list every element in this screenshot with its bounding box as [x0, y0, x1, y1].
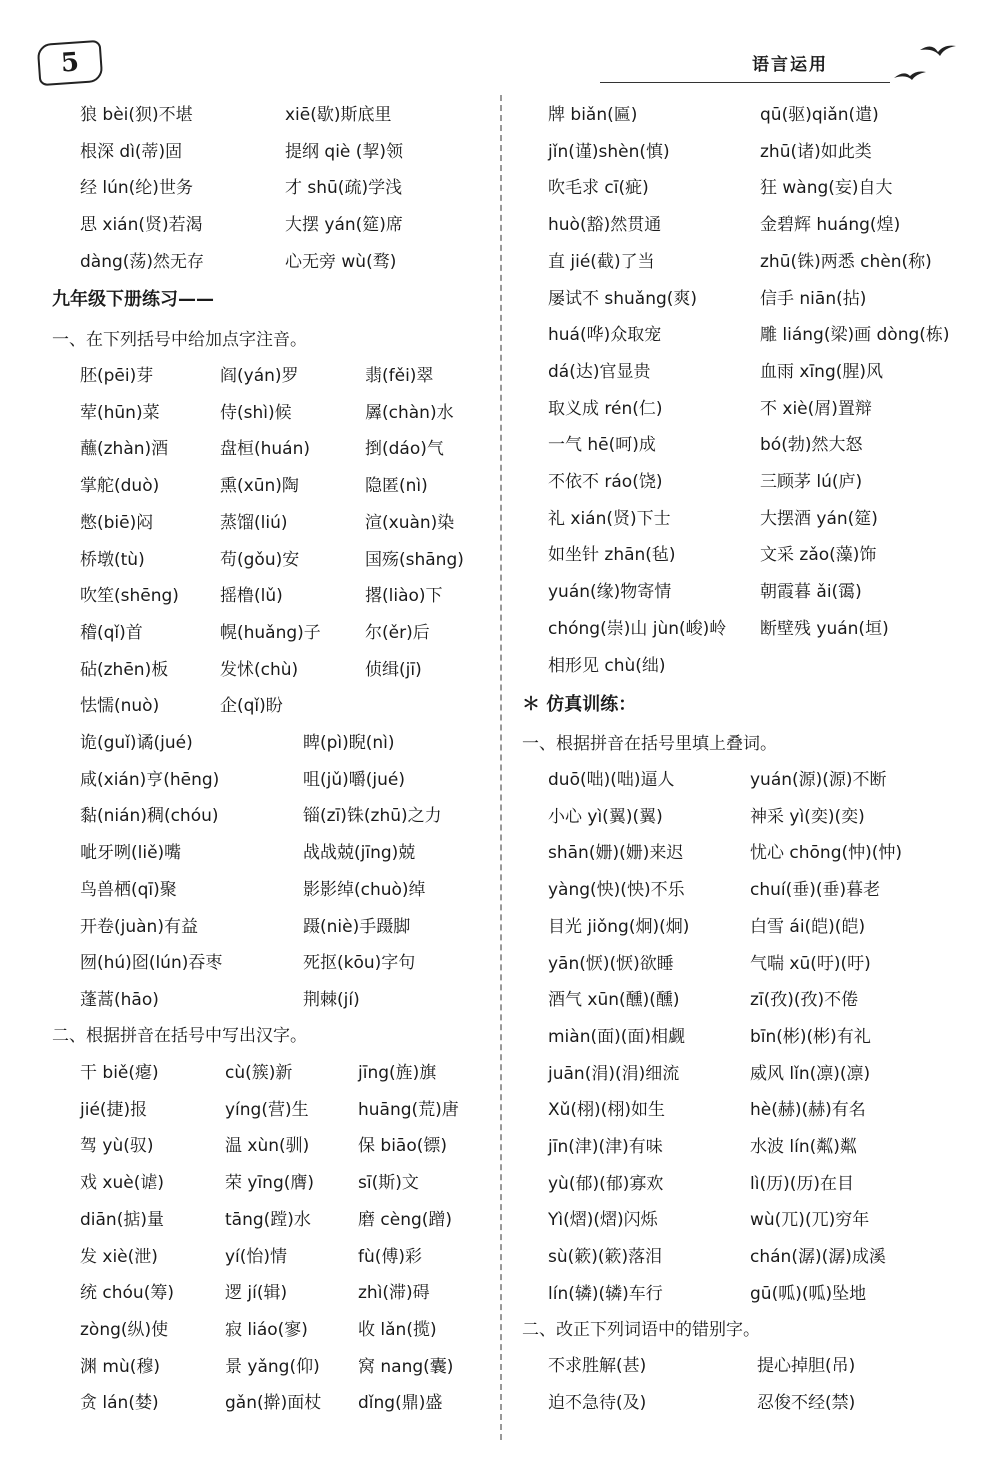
- instruction-text: 二、根据拼音在括号中写出汉字。: [52, 1026, 307, 1046]
- exercise-item: yíng(营)生: [225, 1099, 309, 1120]
- exercise-item: 不依不 ráo(饶): [548, 472, 663, 492]
- exercise-item: 屡试不 shuǎng(爽): [548, 288, 698, 309]
- exercise-item: 睥(pì)睨(nì): [303, 733, 395, 753]
- instruction-text: 一、根据拼音在括号里填上叠词。: [522, 734, 777, 754]
- exercise-item: 收 lǎn(揽): [358, 1319, 437, 1340]
- exercise-item: dǐng(鼎)盛: [358, 1393, 443, 1414]
- exercise-item: zhì(滞)碍: [358, 1283, 430, 1304]
- instruction-text: 二、改正下列词语中的错别字。: [522, 1320, 760, 1340]
- exercise-item: qū(驱)qiǎn(遣): [760, 105, 879, 125]
- exercise-item: hè(赫)(赫)有名: [750, 1100, 866, 1121]
- exercise-item: yàng(怏)(怏)不乐: [548, 880, 685, 901]
- exercise-item: 断壁残 yuán(垣): [760, 618, 889, 639]
- exercise-item: 驾 yù(驭): [80, 1136, 154, 1157]
- exercise-item: 礼 xián(贤)下士: [548, 508, 671, 529]
- exercise-item: 狼 bèi(狈)不堪: [80, 105, 193, 125]
- exercise-item: 寂 liáo(寥): [225, 1319, 308, 1340]
- exercise-item: 思 xián(贤)若渴: [80, 215, 203, 236]
- exercise-item: 大摆 yán(筵)席: [285, 215, 403, 236]
- exercise-item: 提纲 qiè (挈)领: [285, 141, 404, 162]
- exercise-item: 黏(nián)稠(chóu): [80, 806, 219, 827]
- column-divider: [500, 95, 502, 1440]
- exercise-item: 牌 biǎn(匾): [548, 105, 638, 125]
- exercise-item: 盘桓(huán): [220, 439, 311, 460]
- exercise-item: 蘸(zhàn)酒: [80, 439, 169, 460]
- exercise-item: 摇橹(lǔ): [220, 586, 283, 607]
- exercise-item: fù(傅)彩: [358, 1246, 423, 1267]
- exercise-item: 捯(dáo)气: [365, 439, 444, 460]
- exercise-item: 咸(xián)亨(hēng): [80, 769, 220, 790]
- exercise-item: miàn(面)(面)相觑: [548, 1026, 686, 1047]
- exercise-item: 迫不急待(及): [548, 1392, 647, 1413]
- exercise-item: 提心掉胆(吊): [757, 1356, 856, 1376]
- exercise-item: huò(豁)然贯通: [548, 215, 662, 236]
- exercise-item: 朝霞暮 ǎi(霭): [760, 582, 862, 603]
- exercise-item: 死抠(kōu)字句: [303, 953, 416, 974]
- exercise-item: 国殇(shāng): [365, 549, 464, 570]
- exercise-item: 小心 yì(翼)(翼): [548, 806, 663, 827]
- exercise-item: 隐匿(nì): [365, 476, 428, 497]
- exercise-item: sī(斯)文: [358, 1173, 419, 1194]
- exercise-item: zòng(纵)使: [80, 1319, 169, 1340]
- exercise-item: dá(达)官显贵: [548, 361, 651, 382]
- exercise-item: 影影绰(chuò)绰: [303, 879, 426, 900]
- exercise-item: 企(qǐ)盼: [220, 696, 283, 717]
- exercise-item: 忧心 chōng(忡)(忡): [750, 843, 903, 864]
- exercise-item: 熏(xūn)陶: [220, 476, 299, 497]
- exercise-item: 蹑(niè)手蹑脚: [303, 916, 411, 937]
- exercise-item: 咀(jǔ)嚼(jué): [303, 769, 405, 790]
- exercise-item: 如坐针 zhān(毡): [548, 545, 676, 566]
- exercise-item: chán(潺)(潺)成溪: [750, 1247, 886, 1268]
- exercise-item: jié(捷)报: [80, 1099, 148, 1120]
- exercise-item: jǐn(谨)shèn(慎): [548, 141, 670, 162]
- exercise-item: 威风 lǐn(凛)(凛): [750, 1063, 871, 1084]
- exercise-item: 逻 jí(辑): [225, 1283, 288, 1304]
- exercise-item: 蒸馏(liú): [220, 512, 288, 533]
- exercise-item: 吹毛求 cī(疵): [548, 178, 649, 199]
- exercise-item: 掌舵(duò): [80, 476, 160, 497]
- exercise-item: bó(勃)然大怒: [760, 435, 863, 456]
- exercise-item: 相形见 chù(绌): [548, 655, 666, 676]
- exercise-item: Xǔ(栩)(栩)如生: [548, 1100, 665, 1121]
- exercise-item: 砧(zhēn)板: [80, 659, 169, 680]
- exercise-item: 保 biāo(镖): [358, 1136, 448, 1157]
- exercise-item: Yì(熠)(熠)闪烁: [548, 1210, 658, 1231]
- exercise-item: huá(哗)众取宠: [548, 325, 662, 346]
- exercise-item: 战战兢(jīng)兢: [303, 843, 416, 864]
- exercise-item: 稽(qǐ)首: [80, 622, 143, 643]
- exercise-item: 侍(shì)候: [220, 402, 292, 423]
- exercise-item: 诡(guǐ)谲(jué): [80, 733, 193, 753]
- exercise-item: 不求胜解(甚): [548, 1356, 647, 1376]
- simulation-title: ＊ 仿真训练：: [522, 694, 637, 715]
- exercise-item: 开卷(juàn)有益: [80, 916, 198, 937]
- exercise-item: 神采 yì(奕)(奕): [750, 806, 865, 827]
- exercise-item: 大摆酒 yán(筵): [760, 508, 878, 529]
- exercise-item: yuán(源)(源)不断: [750, 770, 887, 790]
- exercise-item: bīn(彬)(彬)有礼: [750, 1026, 871, 1047]
- exercise-item: 水波 lín(粼)粼: [750, 1137, 857, 1157]
- exercise-item: juān(涓)(涓)细流: [548, 1063, 680, 1084]
- exercise-item: 气喘 xū(吁)(吁): [750, 953, 871, 974]
- exercise-item: 阎(yán)罗: [220, 366, 299, 386]
- exercise-item: 憋(biē)闷: [80, 512, 154, 533]
- exercise-item: cù(簇)新: [225, 1063, 293, 1083]
- exercise-item: jīn(津)(津)有味: [548, 1137, 663, 1157]
- exercise-item: 贪 lán(婪): [80, 1393, 159, 1414]
- exercise-item: chóng(崇)山 jùn(峻)岭: [548, 618, 727, 639]
- exercise-item: 白雪 ái(皑)(皑): [750, 916, 866, 937]
- exercise-item: 才 shū(疏)学浅: [285, 178, 403, 199]
- exercise-item: 吹笙(shēng): [80, 586, 179, 607]
- exercise-item: yuán(缘)物寄情: [548, 582, 672, 603]
- exercise-item: zhū(铢)两悉 chèn(称): [760, 251, 932, 272]
- exercise-item: 经 lún(纶)世务: [80, 178, 193, 199]
- exercise-item: gū(呱)(呱)坠地: [750, 1283, 867, 1304]
- instruction-text: 一、在下列括号中给加点字注音。: [52, 330, 307, 350]
- exercise-item: 金碧辉 huáng(煌): [760, 215, 901, 236]
- exercise-item: 囫(hú)囵(lún)吞枣: [80, 953, 223, 974]
- exercise-item: sù(簌)(簌)落泪: [548, 1247, 663, 1268]
- exercise-item: 荆棘(jí): [303, 989, 360, 1010]
- exercise-item: 尔(ěr)后: [365, 622, 430, 643]
- practice-title: 九年级下册练习——: [52, 289, 214, 310]
- page-number-badge: 5: [37, 40, 104, 86]
- exercise-item: 荣 yīng(膺): [225, 1173, 315, 1194]
- exercise-item: 怯懦(nuò): [80, 696, 160, 717]
- exercise-item: chuí(垂)(垂)暮老: [750, 880, 881, 901]
- exercise-item: 发怵(chù): [220, 659, 299, 680]
- exercise-item: zī(孜)(孜)不倦: [750, 990, 859, 1011]
- exercise-item: 干 biě(瘪): [80, 1063, 159, 1083]
- exercise-item: 羼(chàn)水: [365, 402, 454, 423]
- exercise-item: 锱(zī)铢(zhū)之力: [303, 806, 442, 827]
- exercise-item: duō(咄)(咄)逼人: [548, 770, 675, 790]
- exercise-item: 蓬蒿(hāo): [80, 989, 159, 1010]
- exercise-item: 信手 niān(拈): [760, 288, 867, 309]
- section-title: 语言运用: [752, 55, 828, 75]
- exercise-item: 直 jié(截)了当: [548, 251, 655, 272]
- birds-icon: [890, 38, 970, 88]
- exercise-item: 心无旁 wù(骛): [285, 251, 397, 272]
- exercise-item: huāng(荒)唐: [358, 1099, 459, 1120]
- exercise-item: yí(怡)情: [225, 1246, 288, 1267]
- exercise-item: 侦缉(jī): [365, 659, 422, 680]
- exercise-item: 忍俊不经(禁): [757, 1392, 856, 1413]
- exercise-item: shān(姗)(姗)来迟: [548, 843, 684, 864]
- exercise-item: 胚(pēi)芽: [80, 366, 154, 386]
- exercise-item: diān(掂)量: [80, 1209, 164, 1230]
- exercise-item: dàng(荡)然无存: [80, 251, 205, 272]
- exercise-item: 统 chóu(筹): [80, 1283, 174, 1304]
- exercise-item: 渊 mù(穆): [80, 1356, 161, 1377]
- exercise-item: 狂 wàng(妄)自大: [760, 178, 893, 199]
- exercise-item: jīng(旌)旗: [358, 1063, 437, 1083]
- exercise-item: xiē(歇)斯底里: [285, 105, 392, 125]
- exercise-item: 撂(liào)下: [365, 586, 443, 607]
- exercise-item: 荤(hūn)菜: [80, 402, 160, 423]
- exercise-item: 根深 dì(蒂)固: [80, 141, 183, 162]
- exercise-item: 呲牙咧(liě)嘴: [80, 843, 182, 864]
- exercise-item: 发 xiè(泄): [80, 1246, 158, 1267]
- exercise-item: 酒气 xūn(醺)(醺): [548, 990, 680, 1011]
- exercise-item: 翡(fěi)翠: [365, 366, 434, 386]
- exercise-item: 戏 xuè(谑): [80, 1173, 164, 1194]
- exercise-item: 文采 zǎo(藻)饰: [760, 545, 877, 566]
- exercise-item: yù(郁)(郁)寡欢: [548, 1173, 664, 1194]
- exercise-item: 温 xùn(驯): [225, 1136, 310, 1157]
- exercise-item: 雕 liáng(梁)画 dòng(栋): [760, 325, 950, 346]
- exercise-item: tāng(蹚)水: [225, 1209, 311, 1230]
- exercise-item: 血雨 xīng(腥)风: [760, 361, 884, 382]
- exercise-item: 渲(xuàn)染: [365, 512, 455, 533]
- exercise-item: 三顾茅 lú(庐): [760, 472, 863, 492]
- exercise-item: 苟(gǒu)安: [220, 549, 300, 570]
- exercise-item: wù(兀)(兀)穷年: [750, 1210, 870, 1231]
- exercise-item: 幌(huǎng)子: [220, 622, 321, 643]
- exercise-item: 景 yǎng(仰): [225, 1356, 320, 1377]
- exercise-item: 磨 cèng(蹭): [358, 1209, 453, 1230]
- exercise-item: yān(恹)(恹)欲睡: [548, 953, 674, 974]
- exercise-item: gǎn(擀)面杖: [225, 1393, 322, 1414]
- exercise-item: 目光 jiǒng(炯)(炯): [548, 916, 690, 937]
- exercise-item: 桥墩(tù): [80, 549, 145, 570]
- header-rule: [600, 82, 890, 83]
- exercise-item: 窝 nang(囊): [358, 1356, 454, 1377]
- exercise-item: 不 xiè(屑)置辩: [760, 398, 872, 419]
- exercise-item: lín(辚)(辚)车行: [548, 1283, 663, 1304]
- exercise-item: 一气 hē(呵)成: [548, 435, 656, 456]
- exercise-item: lì(历)(历)在目: [750, 1173, 854, 1194]
- exercise-item: 鸟兽栖(qī)聚: [80, 879, 177, 900]
- exercise-item: 取义成 rén(仁): [548, 398, 663, 419]
- exercise-item: zhū(诸)如此类: [760, 141, 872, 162]
